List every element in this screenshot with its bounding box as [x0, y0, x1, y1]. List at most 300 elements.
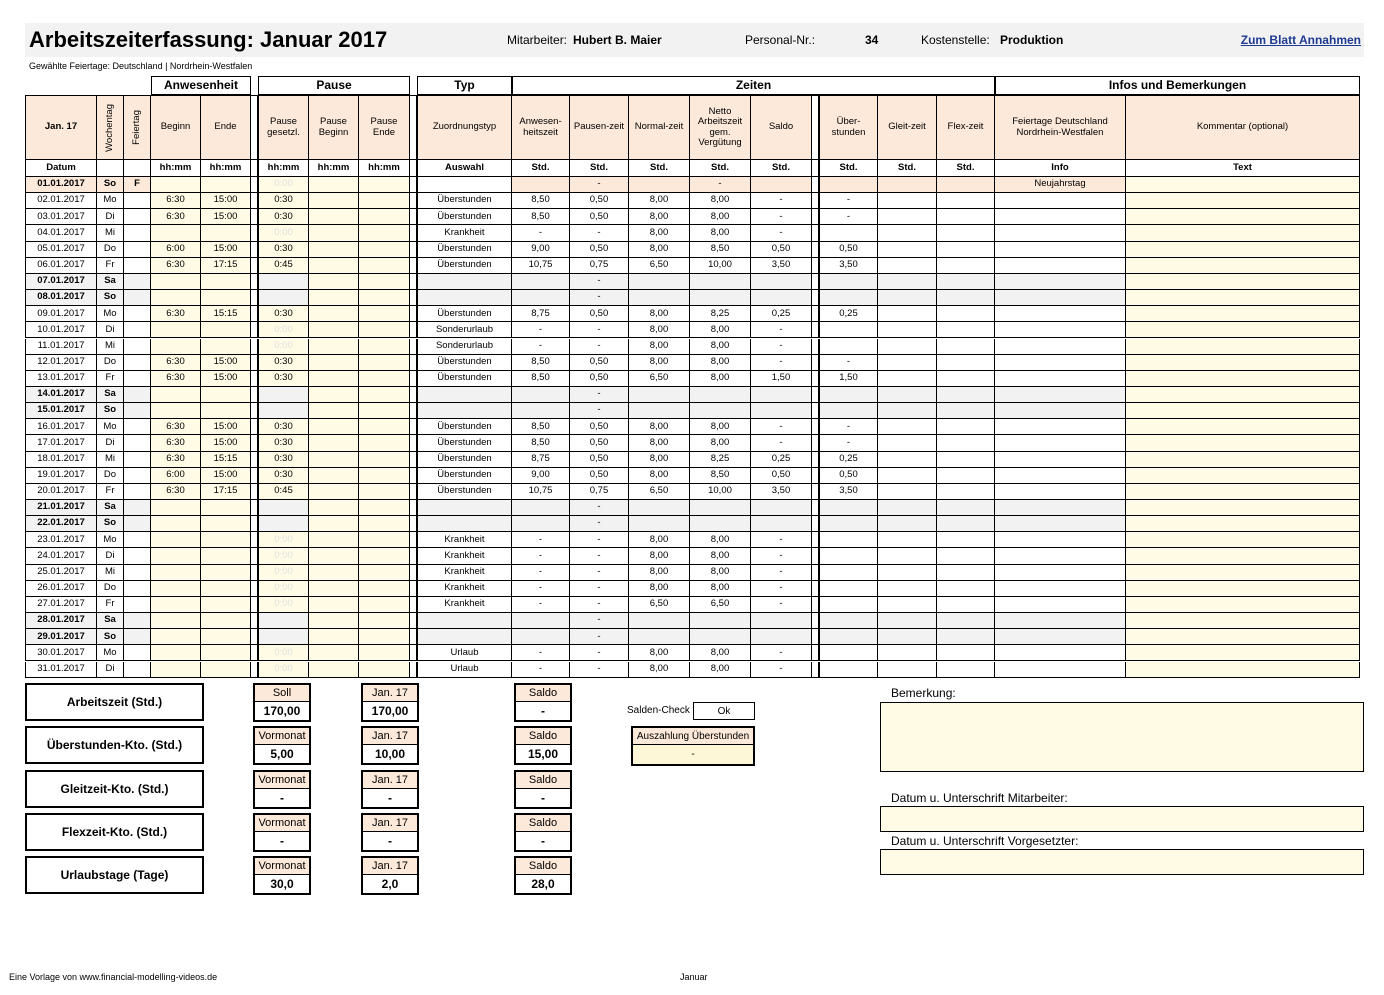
cell-hol — [124, 355, 151, 371]
cell-pg[interactable] — [258, 613, 309, 629]
cell-type[interactable] — [417, 274, 512, 290]
cell-pg[interactable]: 0:00 — [258, 225, 309, 241]
cell-pres — [512, 629, 570, 645]
cell-col21[interactable] — [1126, 193, 1360, 209]
spacer-cell — [251, 581, 258, 597]
cell-begin[interactable] — [151, 177, 201, 193]
assumptions-link[interactable]: Zum Blatt Annahmen — [1240, 33, 1361, 47]
cell-begin[interactable]: 6:30 — [151, 258, 201, 274]
cell-pz: - — [570, 645, 629, 661]
cell-col19 — [937, 597, 995, 613]
cell-ot: 0,50 — [819, 468, 878, 484]
cell-pg[interactable]: 0:00 — [258, 581, 309, 597]
cell-pg[interactable]: 0:00 — [258, 565, 309, 581]
column-subheader-2 — [124, 160, 151, 177]
cell-col19 — [937, 662, 995, 678]
cell-date: 04.01.2017 — [25, 225, 97, 241]
cell-day: So — [97, 290, 124, 306]
cell-date: 19.01.2017 — [25, 468, 97, 484]
cell-begin[interactable]: 6:30 — [151, 371, 201, 387]
cell-info — [995, 274, 1126, 290]
cell-begin[interactable] — [151, 322, 201, 338]
cell-pg[interactable]: 0:30 — [258, 419, 309, 435]
spacer-cell — [812, 662, 819, 678]
cell-ot: 0,25 — [819, 452, 878, 468]
cell-col21[interactable] — [1126, 403, 1360, 419]
employee-label: Mitarbeiter: — [507, 33, 568, 47]
cell-begin[interactable] — [151, 597, 201, 613]
cell-col21[interactable] — [1126, 322, 1360, 338]
cell-pe[interactable] — [359, 532, 410, 548]
cell-day: Fr — [97, 484, 124, 500]
cell-col21[interactable] — [1126, 468, 1360, 484]
cell-begin[interactable] — [151, 403, 201, 419]
cell-pres: - — [512, 532, 570, 548]
cell-type[interactable] — [417, 613, 512, 629]
cell-pe[interactable] — [359, 629, 410, 645]
cell-col21[interactable] — [1126, 500, 1360, 516]
cell-pb[interactable] — [309, 209, 359, 225]
cell-pe[interactable] — [359, 581, 410, 597]
cell-pz: 0,50 — [570, 371, 629, 387]
cell-saldo — [751, 613, 812, 629]
cell-pb[interactable] — [309, 419, 359, 435]
cell-day: Mi — [97, 452, 124, 468]
cell-type[interactable]: Überstunden — [417, 306, 512, 322]
cell-end[interactable] — [201, 225, 251, 241]
cell-pg[interactable]: 0:30 — [258, 306, 309, 322]
cell-col21[interactable] — [1126, 613, 1360, 629]
column-subheader-0: Datum — [25, 160, 97, 177]
cell-pe[interactable] — [359, 177, 410, 193]
cell-pe[interactable] — [359, 613, 410, 629]
cell-pb[interactable] — [309, 581, 359, 597]
cell-begin[interactable]: 6:30 — [151, 209, 201, 225]
cell-end[interactable] — [201, 597, 251, 613]
cell-type[interactable]: Überstunden — [417, 452, 512, 468]
cell-col18 — [878, 225, 937, 241]
cell-pb[interactable] — [309, 565, 359, 581]
summary-label: Flexzeit-Kto. (Std.) — [25, 813, 204, 851]
cell-pg[interactable]: 0:00 — [258, 532, 309, 548]
cell-pe[interactable] — [359, 516, 410, 532]
holidays-note: Gewählte Feiertage: Deutschland | Nordrhein-Westfalen — [29, 61, 253, 71]
cell-type[interactable] — [417, 290, 512, 306]
cell-begin[interactable] — [151, 662, 201, 678]
cell-pb[interactable] — [309, 468, 359, 484]
cell-pg[interactable]: 0:30 — [258, 193, 309, 209]
cell-begin[interactable]: 6:30 — [151, 306, 201, 322]
cell-end[interactable]: 15:00 — [201, 435, 251, 451]
cell-end[interactable] — [201, 613, 251, 629]
cell-pb[interactable] — [309, 452, 359, 468]
cell-pe[interactable] — [359, 242, 410, 258]
cell-hol — [124, 516, 151, 532]
cell-pe[interactable] — [359, 500, 410, 516]
cell-end[interactable] — [201, 645, 251, 661]
cell-pg[interactable]: 0:00 — [258, 662, 309, 678]
cell-day: Mo — [97, 193, 124, 209]
cell-pb[interactable] — [309, 177, 359, 193]
spacer-cell — [410, 500, 417, 516]
cell-pz: - — [570, 387, 629, 403]
cell-type[interactable]: Überstunden — [417, 242, 512, 258]
cell-col21[interactable] — [1126, 645, 1360, 661]
cell-pg[interactable] — [258, 500, 309, 516]
cell-pb[interactable] — [309, 290, 359, 306]
cell-end[interactable]: 15:00 — [201, 355, 251, 371]
summary-box-value: 10,00 — [374, 747, 406, 761]
cell-pb[interactable] — [309, 403, 359, 419]
cell-ot — [819, 387, 878, 403]
cell-begin[interactable]: 6:30 — [151, 452, 201, 468]
cell-pb[interactable] — [309, 274, 359, 290]
column-subheader-1 — [97, 160, 124, 177]
cell-pe[interactable] — [359, 403, 410, 419]
cell-col21[interactable] — [1126, 209, 1360, 225]
cell-pe[interactable] — [359, 548, 410, 564]
cell-end[interactable] — [201, 387, 251, 403]
cell-pg[interactable] — [258, 274, 309, 290]
cell-col21[interactable] — [1126, 419, 1360, 435]
cell-pe[interactable] — [359, 419, 410, 435]
cell-end[interactable] — [201, 516, 251, 532]
cell-pg[interactable]: 0:30 — [258, 355, 309, 371]
cell-col21[interactable] — [1126, 339, 1360, 355]
cell-pb[interactable] — [309, 322, 359, 338]
cell-begin[interactable]: 6:00 — [151, 468, 201, 484]
cell-type[interactable]: Urlaub — [417, 645, 512, 661]
cell-hol — [124, 645, 151, 661]
cell-begin[interactable] — [151, 645, 201, 661]
cell-col18 — [878, 532, 937, 548]
cell-type[interactable] — [417, 516, 512, 532]
cell-end[interactable]: 15:15 — [201, 452, 251, 468]
spacer-cell — [251, 419, 258, 435]
cell-end[interactable] — [201, 662, 251, 678]
cell-end[interactable] — [201, 403, 251, 419]
cell-pb[interactable] — [309, 306, 359, 322]
cell-type[interactable]: Krankheit — [417, 597, 512, 613]
cell-ot — [819, 339, 878, 355]
employee-sign-field[interactable] — [880, 806, 1364, 832]
cell-col21[interactable] — [1126, 484, 1360, 500]
cell-col21[interactable] — [1126, 306, 1360, 322]
cell-pg[interactable] — [258, 629, 309, 645]
cell-type[interactable] — [417, 629, 512, 645]
cell-pg[interactable]: 0:30 — [258, 435, 309, 451]
column-header-20: Feiertage Deutschland Nordrhein-Westfalen — [995, 95, 1126, 160]
cell-end[interactable]: 15:00 — [201, 419, 251, 435]
cell-pe[interactable] — [359, 322, 410, 338]
cell-pe[interactable] — [359, 387, 410, 403]
cell-pb[interactable] — [309, 548, 359, 564]
cell-type[interactable]: Überstunden — [417, 419, 512, 435]
cell-pb[interactable] — [309, 339, 359, 355]
cell-end[interactable] — [201, 548, 251, 564]
cell-saldo: - — [751, 225, 812, 241]
cell-type[interactable] — [417, 177, 512, 193]
cell-pz: - — [570, 177, 629, 193]
cell-pz: - — [570, 629, 629, 645]
cell-end[interactable]: 17:15 — [201, 258, 251, 274]
cell-pres: 8,50 — [512, 419, 570, 435]
cell-end[interactable]: 17:15 — [201, 484, 251, 500]
cell-begin[interactable] — [151, 225, 201, 241]
cell-pb[interactable] — [309, 597, 359, 613]
cell-pg[interactable]: 0:45 — [258, 258, 309, 274]
cell-begin[interactable] — [151, 613, 201, 629]
cell-pb[interactable] — [309, 629, 359, 645]
cell-pg[interactable]: 0:45 — [258, 484, 309, 500]
cell-pe[interactable] — [359, 306, 410, 322]
summary-box — [253, 856, 311, 895]
cell-ot — [819, 597, 878, 613]
cell-end[interactable]: 15:15 — [201, 306, 251, 322]
cell-pb[interactable] — [309, 258, 359, 274]
cell-pg[interactable] — [258, 290, 309, 306]
cell-begin[interactable] — [151, 290, 201, 306]
cell-type[interactable]: Urlaub — [417, 662, 512, 678]
cell-pg[interactable]: 0:00 — [258, 177, 309, 193]
cell-col21[interactable] — [1126, 581, 1360, 597]
cell-pb[interactable] — [309, 355, 359, 371]
cell-pb[interactable] — [309, 387, 359, 403]
cell-pe[interactable] — [359, 274, 410, 290]
cell-col21[interactable] — [1126, 662, 1360, 678]
cell-begin[interactable] — [151, 629, 201, 645]
spacer-cell — [410, 290, 417, 306]
cell-pe[interactable] — [359, 662, 410, 678]
cell-end[interactable]: 15:00 — [201, 468, 251, 484]
cell-col21[interactable] — [1126, 225, 1360, 241]
cell-end[interactable] — [201, 177, 251, 193]
cell-saldo: - — [751, 339, 812, 355]
cell-pb[interactable] — [309, 662, 359, 678]
cell-begin[interactable] — [151, 387, 201, 403]
cell-end[interactable] — [201, 581, 251, 597]
cell-pe[interactable] — [359, 565, 410, 581]
cell-type[interactable]: Sonderurlaub — [417, 339, 512, 355]
cell-type[interactable]: Überstunden — [417, 193, 512, 209]
cell-pb[interactable] — [309, 435, 359, 451]
cell-col21[interactable] — [1126, 548, 1360, 564]
cell-type[interactable] — [417, 387, 512, 403]
cell-begin[interactable]: 6:30 — [151, 435, 201, 451]
supervisor-sign-field[interactable] — [880, 849, 1364, 875]
cell-end[interactable] — [201, 629, 251, 645]
cell-pe[interactable] — [359, 452, 410, 468]
cell-hol — [124, 581, 151, 597]
cell-type[interactable]: Überstunden — [417, 468, 512, 484]
cell-type[interactable]: Überstunden — [417, 355, 512, 371]
cell-pg[interactable]: 0:30 — [258, 209, 309, 225]
summary-box-header: Vormonat — [255, 772, 309, 789]
cell-begin[interactable]: 6:30 — [151, 355, 201, 371]
cell-type[interactable] — [417, 500, 512, 516]
cell-pb[interactable] — [309, 516, 359, 532]
cell-col21[interactable] — [1126, 597, 1360, 613]
cell-col21[interactable] — [1126, 355, 1360, 371]
cell-pe[interactable] — [359, 209, 410, 225]
cell-pe[interactable] — [359, 193, 410, 209]
cell-info — [995, 484, 1126, 500]
cell-pg[interactable]: 0:00 — [258, 322, 309, 338]
cell-col21[interactable] — [1126, 629, 1360, 645]
cell-pg[interactable]: 0:00 — [258, 645, 309, 661]
cell-col21[interactable] — [1126, 177, 1360, 193]
cell-type[interactable]: Krankheit — [417, 532, 512, 548]
cell-end[interactable] — [201, 500, 251, 516]
supervisor-sign-label: Datum u. Unterschrift Vorgesetzter: — [891, 834, 1079, 848]
cell-pg[interactable] — [258, 516, 309, 532]
column-subheader-21: Text — [1126, 160, 1360, 177]
cell-type[interactable] — [417, 403, 512, 419]
cell-pg[interactable]: 0:30 — [258, 452, 309, 468]
cell-begin[interactable] — [151, 500, 201, 516]
cell-pres: - — [512, 339, 570, 355]
cell-col19 — [937, 468, 995, 484]
column-subheader-20: Info — [995, 160, 1126, 177]
cell-end[interactable] — [201, 274, 251, 290]
cell-type[interactable]: Überstunden — [417, 258, 512, 274]
cell-type[interactable]: Krankheit — [417, 225, 512, 241]
cell-pe[interactable] — [359, 258, 410, 274]
cell-pb[interactable] — [309, 645, 359, 661]
cell-type[interactable]: Krankheit — [417, 548, 512, 564]
cell-begin[interactable]: 6:30 — [151, 193, 201, 209]
cell-begin[interactable] — [151, 548, 201, 564]
cell-begin[interactable]: 6:30 — [151, 484, 201, 500]
cell-col21[interactable] — [1126, 435, 1360, 451]
cell-end[interactable] — [201, 290, 251, 306]
spacer-cell — [812, 532, 819, 548]
cell-col21[interactable] — [1126, 565, 1360, 581]
cell-pz: - — [570, 613, 629, 629]
cell-ot — [819, 403, 878, 419]
cell-net: 8,00 — [690, 581, 751, 597]
cell-pe[interactable] — [359, 484, 410, 500]
cell-pe[interactable] — [359, 371, 410, 387]
remark-field[interactable] — [880, 702, 1364, 772]
cell-col21[interactable] — [1126, 258, 1360, 274]
cell-type[interactable]: Überstunden — [417, 209, 512, 225]
cell-col21[interactable] — [1126, 516, 1360, 532]
cell-pe[interactable] — [359, 290, 410, 306]
cell-pe[interactable] — [359, 468, 410, 484]
cell-pg[interactable]: 0:00 — [258, 339, 309, 355]
cell-col21[interactable] — [1126, 452, 1360, 468]
cell-pe[interactable] — [359, 597, 410, 613]
cell-end[interactable] — [201, 322, 251, 338]
cell-hol — [124, 209, 151, 225]
cell-col21[interactable] — [1126, 290, 1360, 306]
cell-pe[interactable] — [359, 645, 410, 661]
cell-pe[interactable] — [359, 435, 410, 451]
cell-pg[interactable]: 0:30 — [258, 242, 309, 258]
spacer-cell — [251, 387, 258, 403]
cell-begin[interactable] — [151, 565, 201, 581]
cell-end[interactable] — [201, 339, 251, 355]
cell-pb[interactable] — [309, 613, 359, 629]
cell-begin[interactable] — [151, 532, 201, 548]
overtime-payout-value[interactable]: - — [633, 745, 753, 764]
cell-col21[interactable] — [1126, 274, 1360, 290]
cell-type[interactable]: Krankheit — [417, 581, 512, 597]
column-subheader-19: Std. — [937, 160, 995, 177]
cell-pg[interactable]: 0:00 — [258, 597, 309, 613]
cell-date: 05.01.2017 — [25, 242, 97, 258]
cell-ot: 3,50 — [819, 484, 878, 500]
cell-norm: 8,00 — [629, 242, 690, 258]
cell-end[interactable]: 15:00 — [201, 209, 251, 225]
cell-col21[interactable] — [1126, 371, 1360, 387]
cell-begin[interactable] — [151, 516, 201, 532]
cell-pb[interactable] — [309, 532, 359, 548]
cell-begin[interactable]: 6:00 — [151, 242, 201, 258]
cell-end[interactable] — [201, 565, 251, 581]
cell-type[interactable]: Überstunden — [417, 484, 512, 500]
cell-pb[interactable] — [309, 193, 359, 209]
cell-col21[interactable] — [1126, 387, 1360, 403]
cell-saldo — [751, 516, 812, 532]
group-header-times: Zeiten — [512, 76, 995, 95]
column-header-15: Saldo — [751, 95, 812, 160]
cell-begin[interactable] — [151, 274, 201, 290]
cell-pg[interactable] — [258, 387, 309, 403]
cell-type[interactable]: Überstunden — [417, 371, 512, 387]
cell-type[interactable]: Überstunden — [417, 435, 512, 451]
cell-pb[interactable] — [309, 371, 359, 387]
cell-pg[interactable] — [258, 403, 309, 419]
cell-norm: 8,00 — [629, 419, 690, 435]
cell-hol — [124, 258, 151, 274]
cell-norm: 8,00 — [629, 645, 690, 661]
cell-pz: - — [570, 662, 629, 678]
summary-box — [361, 726, 419, 765]
cell-pg[interactable]: 0:30 — [258, 371, 309, 387]
cell-begin[interactable]: 6:30 — [151, 419, 201, 435]
cell-begin[interactable] — [151, 339, 201, 355]
cell-hol — [124, 532, 151, 548]
cell-pg[interactable]: 0:00 — [258, 548, 309, 564]
cell-pg[interactable]: 0:30 — [258, 468, 309, 484]
cell-col21[interactable] — [1126, 242, 1360, 258]
cell-info — [995, 645, 1126, 661]
cell-col21[interactable] — [1126, 532, 1360, 548]
cell-hol — [124, 662, 151, 678]
cell-pe[interactable] — [359, 339, 410, 355]
cell-pb[interactable] — [309, 500, 359, 516]
cell-end[interactable]: 15:00 — [201, 193, 251, 209]
cell-pb[interactable] — [309, 225, 359, 241]
spacer-cell — [251, 645, 258, 661]
cell-end[interactable]: 15:00 — [201, 242, 251, 258]
cell-pb[interactable] — [309, 242, 359, 258]
cell-type[interactable]: Sonderurlaub — [417, 322, 512, 338]
cell-pe[interactable] — [359, 225, 410, 241]
spacer-cell — [812, 193, 819, 209]
cell-type[interactable]: Krankheit — [417, 565, 512, 581]
cell-end[interactable] — [201, 532, 251, 548]
cell-end[interactable]: 15:00 — [201, 371, 251, 387]
cell-pe[interactable] — [359, 355, 410, 371]
spacer-cell — [812, 290, 819, 306]
cell-begin[interactable] — [151, 581, 201, 597]
cell-net: 8,00 — [690, 322, 751, 338]
cell-pb[interactable] — [309, 484, 359, 500]
spacer-cell — [251, 339, 258, 355]
